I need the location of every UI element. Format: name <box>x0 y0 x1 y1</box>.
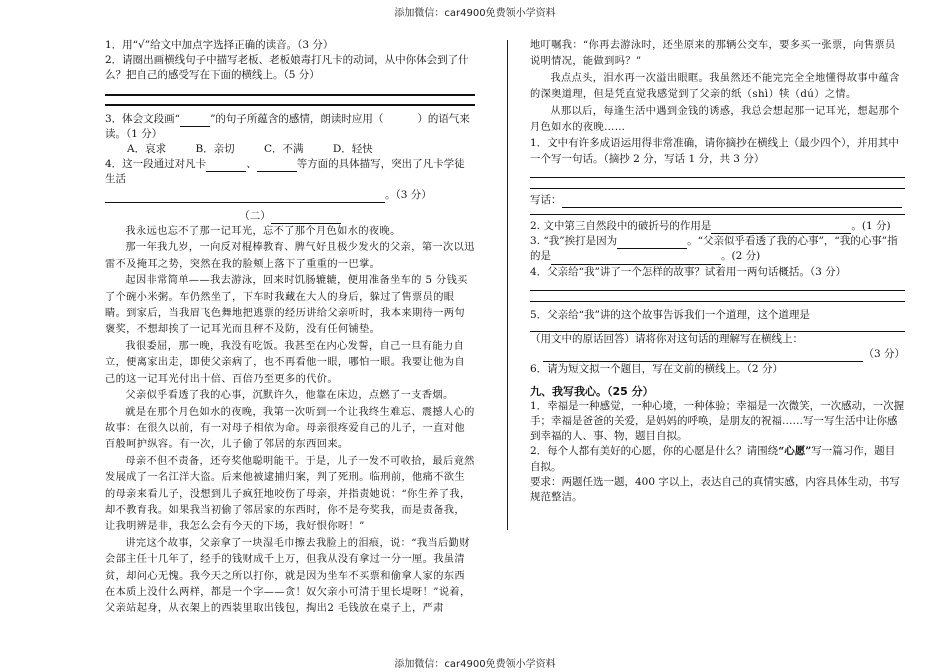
question-3: 3．体会文段画“ ”的句子所蕴含的感情，朗读时应用（ ）的语气来读。（1 分） <box>105 112 470 140</box>
column-divider <box>507 40 508 530</box>
writing-requirements: 要求：两题任选一题，400 字以上，表达自己的真情实感，内容具体生动，书写规范整洁。 <box>530 475 900 504</box>
question-r5-line: （3 分） <box>530 347 905 362</box>
write-sentence: 写话： <box>530 193 905 208</box>
story-paragraph: 起因非常简单——我去游泳，回来时饥肠辘辘，便用准备坐车的 5 分钱买了个碗小米粥。车仍然坐了，下车时我藏在大人的身后，躲过了售票员的眼睛。到家后，当我眉飞色舞地把逃票的经历讲给父亲听时，我本来期待一两句褒奖，不想却挨了一记耳光而且秤不及防，没有任何铺垫。 <box>105 275 468 336</box>
story-paragraph: 那一年我九岁，一向反对棍棒教育、脾气好且极少发火的父亲，第一次以迅雷不及掩耳之势，突然在我的脸颊上落下了重重的一巴掌。 <box>105 242 475 270</box>
answer-line <box>105 84 475 96</box>
option-d[interactable]: D．轻快 <box>332 143 373 156</box>
story-paragraph: 我很委屈，那一晚，我没有吃饭。我甚至在内心发誓，自己一旦有能力自立，便离家出走，即使父亲病了，也不再看他一眼，哪怕一眼。我要让他为自己的这一记耳光付出十倍、百倍乃至更多的代价。 <box>105 340 465 385</box>
story-paragraph: 地叮嘱我：“你再去游泳时，还坐原来的那辆公交车，要多买一张票，向售票员说明情况，能做到吗？” <box>530 40 896 68</box>
question-r2: 2. 文中第三自然段中的破折号的作用是 。(1 分) <box>530 219 905 234</box>
story-paragraph: 讲完这个故事，父亲拿了一块湿毛巾擦去我脸上的泪痕，说：“我当后勤财会部主任十几年了，经手的钱财成千上万，但我从没有拿过一分一厘。我虽清贫，却问心无愧。我今天之所以打你，就是因为坐车不买票和偷拿人家的东西在本质上没什么两样，都是一个字——贪！奴欠亲小可清于里长堤呀！”说着，父亲站起身，从衣架上的西装里取出钱包，掏出2 毛钱放在桌子上，严肃 <box>105 537 471 615</box>
watermark-top: 添加微信：car4900免费领小学资料 <box>394 8 556 19</box>
question-3-options <box>105 142 475 157</box>
question-1: 1．用“√”给文中加点字选择正确的读音。（3 分） <box>105 39 334 51</box>
question-4: 4．这一段通过对凡卡 、 等方面的具体描写，突出了凡卡学徒生活 。（3 分） <box>105 157 475 203</box>
question-2: 2．请圈出画横线句子中描写老板、老板娘毒打凡卡的动词，从中你体会到了什么？把自己的感受写在下面的横线上。（5 分） <box>105 54 469 82</box>
question-r5: 5．父亲给“我”讲的这个故事告诉我们一个道理，这个道理是 <box>530 308 810 321</box>
left-column <box>105 38 475 618</box>
blank[interactable] <box>257 171 297 172</box>
writing-prompt-1: 1．幸福是一种感觉，一种心境，一种体验；幸福是一次微笑，一次感动，一次握手；幸福是爸爸的关爱，是妈妈的呼唤，是朋友的祝福……写一写生活中让你感到幸福的人、事、物，题目自拟。 <box>530 399 905 443</box>
question-r1: 1．文中有许多成语运用得非常准确，请你摘抄在横线上（最少四个），并用其中一个写一句话。（摘抄 2 分，写话 1 分，共 3 分） <box>530 137 899 165</box>
blank[interactable] <box>105 202 385 203</box>
section-9-title: 九、我写我心。（25 分） <box>530 384 654 398</box>
question-r3: 3. “我”挨打是因为 。“父亲似乎看透了我的心事”，“我的心事”指的是 。(2 分) <box>530 234 905 264</box>
answer-line[interactable] <box>530 208 905 215</box>
answer-line[interactable] <box>562 207 902 208</box>
story-paragraph: 从那以后，每逢生活中遇到金钱的诱惑，我总会想起那一记耳光，想起那个月色如水的夜晚…… <box>530 105 900 134</box>
question-r5-b: （用文中的原话回答）请将你对这句话的理解写在横线上： <box>530 333 803 346</box>
question-r6: 6．请为短文拟一个题目，写在文前的横线上。（2 分） <box>530 363 783 376</box>
option-b[interactable]: B．亲切 <box>195 143 235 156</box>
answer-line[interactable] <box>530 291 905 302</box>
option-c[interactable]: C．不满 <box>264 143 304 156</box>
story-paragraph: 我点点头，泪水再一次溢出眼眶。我虽然还不能完完全全地懂得故事中蕴含的深奥道理，但是凭直觉我感觉到了父亲的纸（shì）犊（dú）之情。 <box>530 72 900 101</box>
watermark-bottom: 添加微信：car4900免费领小学资料 <box>394 659 556 670</box>
answer-line[interactable] <box>530 178 905 189</box>
blank[interactable] <box>206 171 246 172</box>
right-column <box>530 38 905 505</box>
writing-prompt-2: 2．每个人都有美好的心愿，你的心愿是什么？请围绕“心愿”写一篇习作，题目自拟。 <box>530 445 896 473</box>
story-paragraph: 父亲似乎看透了我的心事，沉默许久，他靠在床边，点燃了一支香烟。 <box>125 390 454 402</box>
story-paragraph: 我永远也忘不了那一记耳光，忘不了那个月色如水的夜晚。 <box>125 226 401 238</box>
answer-line[interactable] <box>530 323 905 332</box>
section-2-title: （二） <box>105 209 475 224</box>
blank[interactable] <box>180 126 210 127</box>
blank[interactable] <box>617 248 687 249</box>
option-a[interactable]: A．哀求 <box>127 143 167 156</box>
story-paragraph: 就是在那个月色如水的夜晚，我第一次听到一个让我终生难忘、震撼人心的故事：在很久以前，有一对母子相依为命。母亲很疼爱自己的儿子，一直对他百般呵护纵容。有一次，儿子偷了邻居的东西回来。 <box>105 406 475 451</box>
story-paragraph: 母亲不但不责备，还夸奖他聪明能干。于是，儿子一发不可收拾，最后竟然发展成了一名江洋大盗。后来他被逮捕归案，判了死刑。临刑前，他痛不欲生的母亲来看儿子，没想到儿子疯狂地咬伤了母亲，并指责她说：“你生养了我，却不教育我。如果我当初偷了邻居家的东西时，你不是夸奖我，而是责备我，让我明辨是非，我怎么会有今天的下场，我好恨你呀！” <box>105 455 475 533</box>
answer-line[interactable] <box>530 280 905 291</box>
question-r4: 4．父亲给“我”讲了一个怎样的故事？试着用一两句话概括。（3 分） <box>530 265 847 278</box>
answer-line <box>105 96 475 106</box>
answer-line[interactable] <box>530 167 905 178</box>
